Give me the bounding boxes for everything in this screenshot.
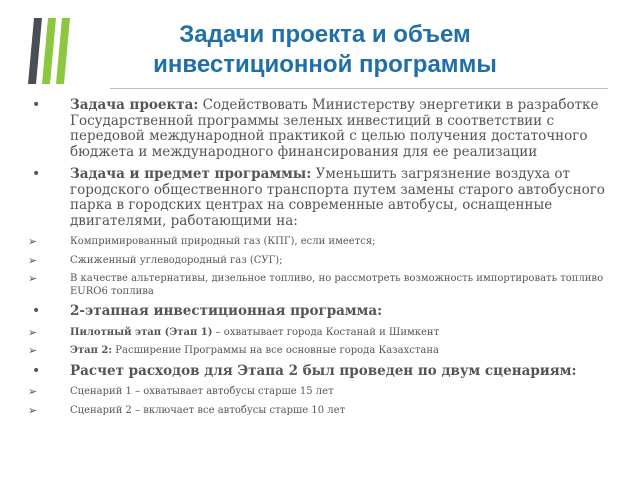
- bullet-lead: Задача проекта:: [70, 97, 199, 113]
- logo-dark-bar: [28, 18, 42, 84]
- stage-item: [28, 327, 610, 340]
- fuel-text: Компримированный природный газ (КПГ), если имеется;: [70, 236, 376, 247]
- arrow-bullet-icon: ➢: [28, 325, 38, 339]
- arrow-bullet-icon: ➢: [28, 385, 38, 398]
- bullet-heading: 2-этапная инвестиционная программа:: [70, 303, 383, 319]
- fuel-item: [28, 255, 610, 268]
- title-divider: [110, 88, 608, 89]
- scenario-item: [28, 405, 610, 418]
- fuel-item: [28, 236, 610, 249]
- scenario-text: Сценарий 2 – включает все автобусы старше 10 лет: [70, 404, 346, 416]
- slide-title-line-2: инвестиционной программы: [153, 51, 497, 78]
- bullet-dot-icon: •: [32, 166, 41, 182]
- arrow-bullet-icon: ➢: [28, 253, 38, 267]
- bullet-dot-icon: •: [32, 97, 41, 113]
- stage-text: Расширение Программы на все основные города Казахстана: [112, 345, 439, 356]
- bullet-dot-icon: •: [32, 303, 41, 319]
- slide-title-line-1: Задачи проекта и объем: [179, 21, 471, 48]
- bullet-program: [28, 304, 610, 320]
- scenario-text: Сценарий 1 – охватывает автобусы старше 15 лет: [70, 386, 334, 397]
- fuel-text: Сжиженный углеводородный газ (СУГ);: [70, 254, 283, 266]
- bullet-lead: Задача и предмет программы:: [70, 166, 312, 182]
- fuel-item: [28, 273, 610, 298]
- bullet-dot-icon: •: [32, 362, 41, 379]
- stage-lead: Этап 2:: [70, 345, 113, 356]
- logo-green-bar-2: [56, 18, 70, 84]
- bullet-text: Содействовать Министерству энергетики в разработке Государственной программы зеленых инвестиций в соответствии с передовой международной практикой с целью получения достаточного бюджета и международного финансирования для ее реализации: [70, 97, 599, 160]
- fuel-text: В качестве альтернативы, дизельное топливо, но рассмотреть возможность импортировать топливо EURO6 топлива: [70, 273, 604, 297]
- scenario-item: [28, 386, 610, 399]
- bullet-costs: [28, 364, 610, 380]
- arrow-bullet-icon: ➢: [28, 235, 38, 248]
- slide-title: [90, 20, 560, 80]
- stage-text: – охватывает города Костанай и Шимкент: [212, 326, 440, 338]
- logo-green-bar-1: [42, 18, 56, 84]
- slide-content: [28, 98, 610, 423]
- bullet-subject: [28, 167, 610, 229]
- oecd-logo-icon: [28, 18, 72, 84]
- bullet-heading: Расчет расходов для Этапа 2 был проведен по двум сценариям:: [70, 362, 577, 379]
- arrow-bullet-icon: ➢: [28, 403, 38, 417]
- bullet-text: Уменьшить загрязнение воздуха от городского общественного транспорта путем замены старого автобусного парка в городских центрах на современные автобусы, оснащенные двигателями, работающими на:: [70, 166, 605, 229]
- stage-lead: Пилотный этап (Этап 1): [70, 326, 213, 338]
- arrow-bullet-icon: ➢: [28, 344, 38, 357]
- arrow-bullet-icon: ➢: [28, 272, 38, 285]
- stage-item: [28, 345, 610, 358]
- bullet-task: [28, 98, 610, 160]
